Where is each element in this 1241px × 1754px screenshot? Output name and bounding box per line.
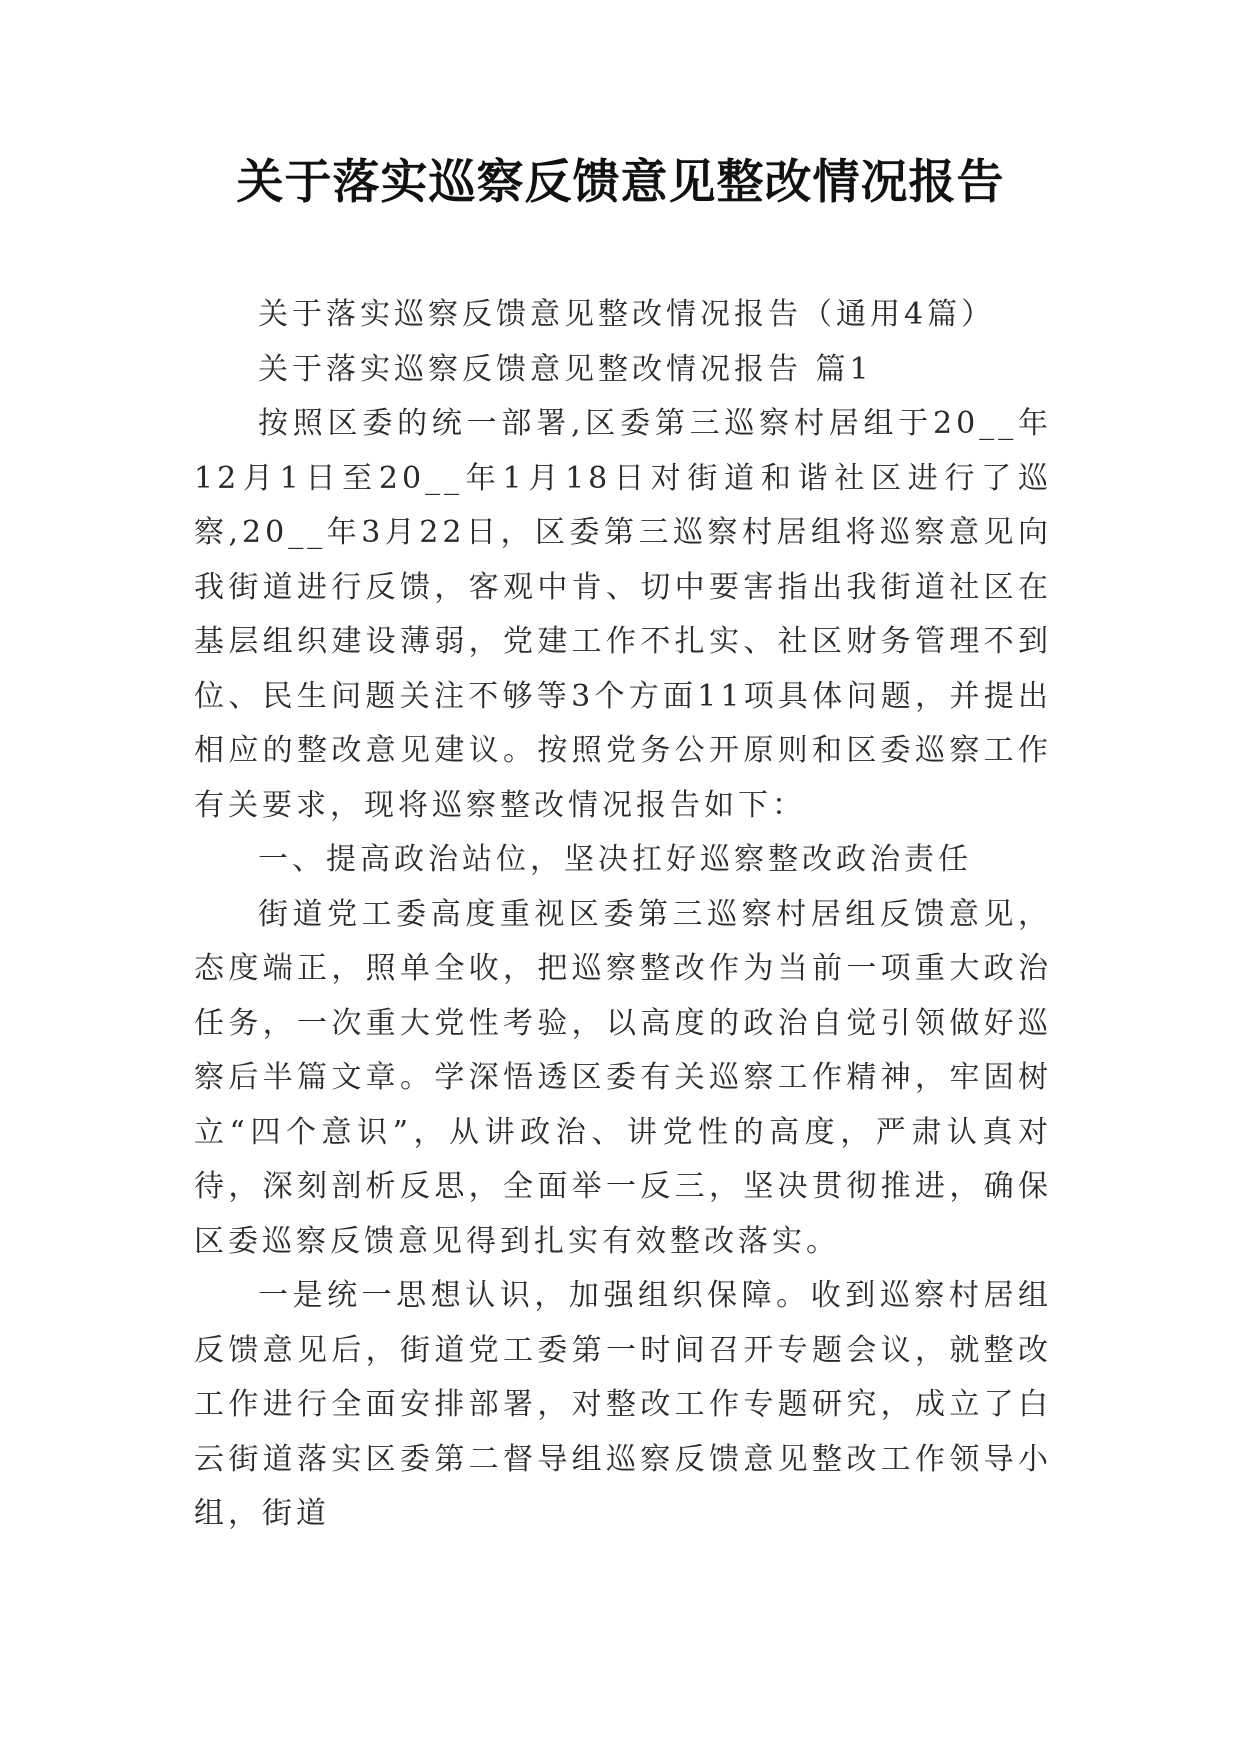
body-paragraph: 按照区委的统一部署,区委第三巡察村居组于20__年12月1日至20__年1月18日对街道和谐社区进行了巡察,20__年3月22日，区委第三巡察村居组将巡察意见向我街道进行反馈，客观中肯、切中要害指出我街道社区在基层组织建设薄弱，党建工作不扎实、社区财务管理不到位、民生问题关注不够等3个方面11项具体问题，并提出相应的整改意见建议。按照党务公开原则和区委巡察工作有关要求，现将巡察整改情况报告如下： xyxy=(194,406,1052,823)
document-body xyxy=(194,288,1052,1542)
subtitle-paragraph: 关于落实巡察反馈意见整改情况报告（通用4篇） xyxy=(258,297,996,332)
body-paragraph: 街道党工委高度重视区委第三巡察村居组反馈意见，态度端正，照单全收，把巡察整改作为当前一项重大政治任务，一次重大党性考验，以高度的政治自觉引领做好巡察后半篇文章。学深悟透区委有关巡察工作精神，牢固树立“四个意识”，从讲政治、讲党性的高度，严肃认真对待，深刻剖析反思，全面举一反三，坚决贯彻推进，确保区委巡察反馈意见得到扎实有效整改落实。 xyxy=(194,896,1052,1259)
document-title: 关于落实巡察反馈意见整改情况报告 xyxy=(236,155,1005,210)
body-paragraph: 一是统一思想认识，加强组织保障。收到巡察村居组反馈意见后，街道党工委第一时间召开专题会议，就整改工作进行全面安排部署，对整改工作专题研究，成立了白云街道落实区委第二督导组巡察反馈意见整改工作领导小组，街道 xyxy=(194,1278,1052,1531)
heading-paragraph: 一、提高政治站位，坚决扛好巡察整改政治责任 xyxy=(258,842,972,877)
section-heading-paragraph: 关于落实巡察反馈意见整改情况报告 篇1 xyxy=(258,351,873,387)
